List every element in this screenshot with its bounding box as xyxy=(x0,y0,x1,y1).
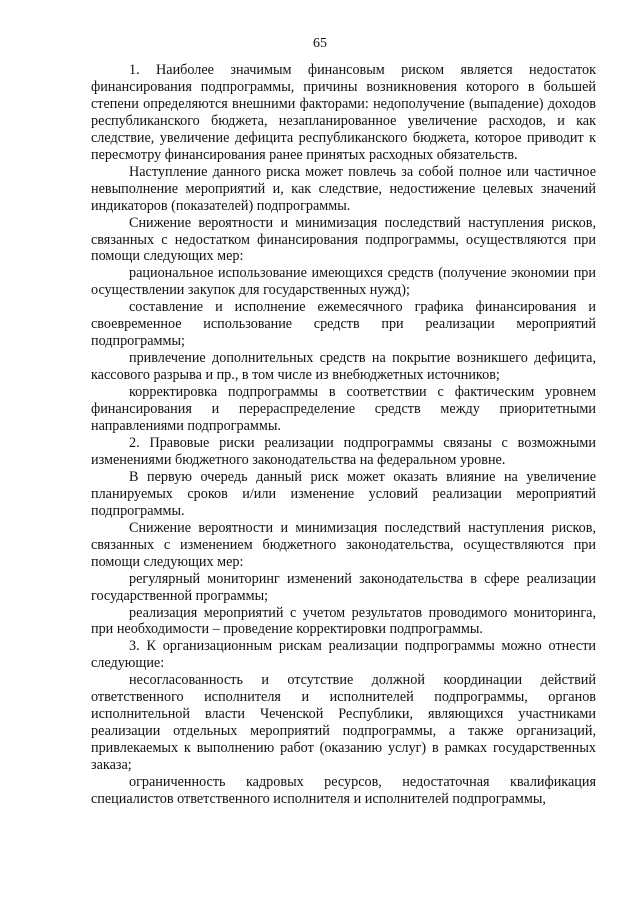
list-item-monthly-schedule: составление и исполнение ежемесячного графика финансирования и своевременное использование средств при реализации мероприятий подпрограммы; xyxy=(91,299,596,350)
list-item-additional-funds: привлечение дополнительных средств на покрытие возникшего дефицита, кассового разрыва и пр., в том числе из внебюджетных источников; xyxy=(91,350,596,384)
paragraph-risk-consequence: Наступление данного риска может повлечь за собой полное или частичное невыполнение мероприятий и, как следствие, недостижение целевых значений индикаторов (показателей) подпрограммы. xyxy=(91,163,596,214)
list-item-lack-of-coordination: несогласованность и отсутствие должной координации действий ответственного исполнителя и исполнителей подпрограммы, органов исполнительной власти Чеченской Республики, являющихся участниками реализации отдельных мероприятий подпрограммы, а также организаций, привлекаемых к выполнению работ (оказанию услуг) в рамках государственных заказа; xyxy=(91,672,596,774)
paragraph-financial-mitigation-intro: Снижение вероятности и минимизация последствий наступления рисков, связанных с недостатком финансирования подпрограммы, осуществляются при помощи следующих мер: xyxy=(91,214,596,265)
paragraph-legal-risk-impact: В первую очередь данный риск может оказать влияние на увеличение планируемых сроков и/или изменение условий реализации мероприятий подпрограммы. xyxy=(91,468,596,519)
body-text xyxy=(91,62,596,808)
list-item-rational-use: рациональное использование имеющихся средств (получение экономии при осуществлении закупок для государственных нужд); xyxy=(91,265,596,299)
list-item-program-adjustment: корректировка подпрограммы в соответствии с фактическим уровнем финансирования и перераспределение средств между приоритетными направлениями подпрограммы. xyxy=(91,384,596,435)
paragraph-financial-risk: 1. Наиболее значимым финансовым риском является недостаток финансирования подпрограммы, причины возникновения которого в большей степени определяются внешними факторами: недополучение (выпадение) доходов республиканского бюджета, незапланированное увеличение расходов, и как следствие, увеличение дефицита республиканского бюджета, которое приводит к пересмотру финансирования ранее принятых расходных обязательств. xyxy=(91,62,596,163)
page-number: 65 xyxy=(313,36,327,51)
list-item-monitoring-results: реализация мероприятий с учетом результатов проводимого мониторинга, при необходимости – проведение корректировки подпрограммы. xyxy=(91,604,596,638)
paragraph-legal-risk: 2. Правовые риски реализации подпрограммы связаны с возможными изменениями бюджетного законодательства на федеральном уровне. xyxy=(91,434,596,468)
list-item-regular-monitoring: регулярный мониторинг изменений законодательства в сфере реализации государственной программы; xyxy=(91,570,596,604)
list-item-limited-staff: ограниченность кадровых ресурсов, недостаточная квалификация специалистов ответственного исполнителя и исполнителей подпрограммы, xyxy=(91,774,596,807)
paragraph-organizational-risk: 3. К организационным рискам реализации подпрограммы можно отнести следующие: xyxy=(91,638,596,672)
paragraph-legal-mitigation-intro: Снижение вероятности и минимизация последствий наступления рисков, связанных с изменением бюджетного законодательства, осуществляются при помощи следующих мер: xyxy=(91,519,596,570)
